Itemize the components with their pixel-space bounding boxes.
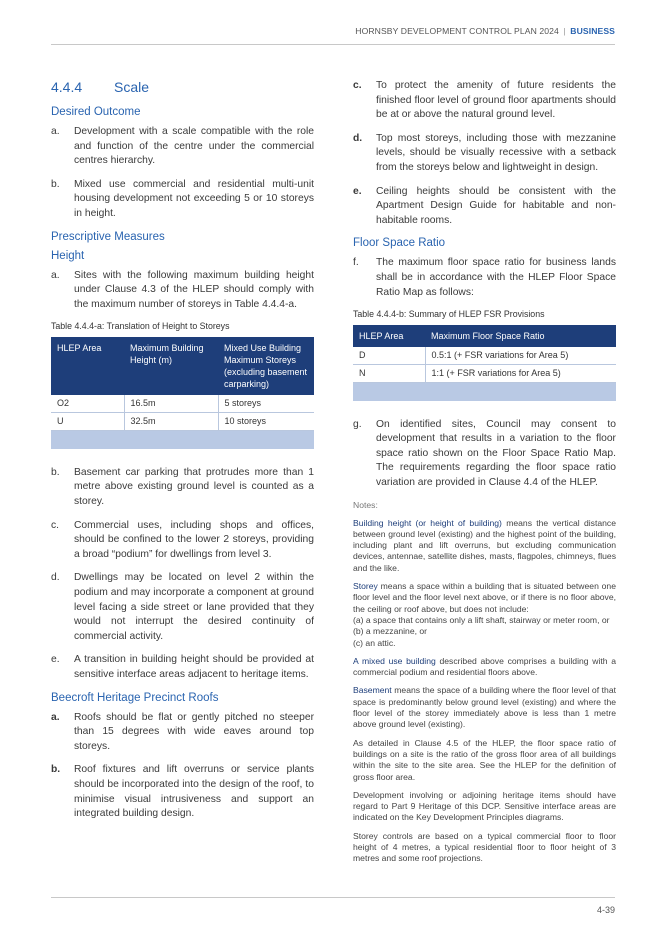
right-column bbox=[353, 79, 616, 872]
note-text: means the vertical distance between ground level (existing) and the highest point of the building, including plant and lift overruns, but excluding communication devices, antennae, satellite dishes, masts, flagpoles, chimneys, flues and the like. bbox=[353, 517, 616, 573]
item-marker: f. bbox=[353, 257, 359, 269]
item-marker: a. bbox=[51, 711, 60, 723]
list-item bbox=[353, 256, 616, 300]
table-footer-band bbox=[51, 431, 314, 449]
item-marker: d. bbox=[353, 132, 363, 144]
list-item bbox=[51, 571, 314, 644]
item-marker: d. bbox=[51, 572, 60, 584]
item-text: Mixed use commercial and residential multi-unit housing development not exceeding 5 or 10 storeys in height. bbox=[74, 178, 314, 219]
note-basement bbox=[353, 685, 616, 730]
table-cell: N bbox=[353, 365, 425, 383]
left-column bbox=[51, 79, 314, 831]
prescriptive-heading: Prescriptive Measures bbox=[51, 230, 165, 243]
note-paragraph: As detailed in Clause 4.5 of the HLEP, the floor space ratio of buildings on a site is the ratio of the gross floor area of all buildings within the site to the site area. See the HLEP for the definition of gross floor area. bbox=[353, 737, 616, 782]
item-marker: a. bbox=[51, 126, 60, 137]
note-building-height bbox=[353, 518, 616, 574]
header-section: BUSINESS bbox=[570, 26, 615, 36]
item-marker: g. bbox=[353, 418, 362, 430]
roofs-heading: Beecroft Heritage Precinct Roofs bbox=[51, 691, 219, 704]
fsr-table bbox=[353, 325, 616, 401]
item-text: On identified sites, Council may consent to development that results in a variation to the floor space ratio shown on the Floor Space Ratio Map. The requirements regarding the floor space ratio variation are provided in Clause 4.4 of the HLEP. bbox=[376, 418, 616, 488]
list-item bbox=[51, 466, 314, 510]
table-cell: O2 bbox=[51, 395, 124, 413]
footer-rule bbox=[51, 897, 615, 898]
table-cell: D bbox=[353, 347, 425, 365]
table-cell: 1:1 (+ FSR variations for Area 5) bbox=[425, 365, 616, 383]
note-list-item: (c) an attic. bbox=[353, 637, 396, 648]
item-marker: c. bbox=[353, 80, 362, 91]
table-row bbox=[353, 365, 616, 383]
running-header bbox=[355, 26, 615, 36]
table-header-cell: Mixed Use Building Maximum Storeys (excluding basement carparking) bbox=[218, 337, 314, 395]
table-cell: 5 storeys bbox=[218, 395, 314, 413]
plan-title: HORNSBY DEVELOPMENT CONTROL PLAN 2024 bbox=[355, 26, 559, 36]
table-header-cell: HLEP Area bbox=[51, 337, 124, 395]
table-header-row bbox=[51, 337, 314, 395]
note-text: described above comprises a building with a commercial podium and residential floors above. bbox=[353, 655, 617, 678]
note-mixed-use bbox=[353, 656, 616, 679]
item-text: Roof fixtures and lift overruns or service plants should be incorporated into the design of the roof, to minimise visual intrusiveness and support an integrated building design. bbox=[74, 764, 314, 820]
item-text: Development with a scale compatible with the role and function of the centre under the commercial centres hierarchy. bbox=[74, 126, 314, 167]
list-item bbox=[353, 132, 616, 176]
item-text: Ceiling heights should be consistent with the Apartment Design Guide for habitable and non-habitable rooms. bbox=[376, 185, 616, 226]
table-cell: U bbox=[51, 413, 124, 431]
section-number: 4.4.4 bbox=[51, 79, 83, 95]
table-header-row bbox=[353, 325, 616, 347]
list-item bbox=[353, 418, 616, 491]
note-term: Storey bbox=[353, 581, 378, 592]
list-item bbox=[353, 79, 616, 123]
list-item bbox=[51, 269, 314, 313]
table-row bbox=[51, 413, 314, 431]
list-item bbox=[353, 185, 616, 229]
note-text: means the space of a building where the floor level of that space is predominantly below ground level (existing) and where the floor level of the storey immediately above is less than 1 metre above ground level (existing). bbox=[353, 685, 616, 730]
item-text: Commercial uses, including shops and offices, should be confined to the lower 2 storeys, providing a broad “podium” for dwellings from level 3. bbox=[74, 519, 314, 560]
item-text: The maximum floor space ratio for business lands shall be in accordance with the HLEP Floor Space Ratio Map as follows: bbox=[376, 257, 616, 298]
item-text: Dwellings may be located on level 2 within the podium and may incorporate a component at ground level facing a side street or lane provided that they would not interrupt the desired continuity of commercial activity. bbox=[74, 572, 314, 642]
table-footer-band bbox=[353, 383, 616, 401]
table-cell: 32.5m bbox=[124, 413, 218, 431]
item-marker: c. bbox=[51, 519, 60, 531]
table-header-cell: HLEP Area bbox=[353, 325, 425, 347]
note-list-item: (a) a space that contains only a lift shaft, stairway or meter room, or bbox=[353, 614, 610, 625]
list-item bbox=[51, 519, 314, 563]
table-row bbox=[353, 347, 616, 365]
note-text: means a space within a building that is situated between one floor level and the floor level next above, or if there is no floor above, the ceiling or roof above, but does not include: bbox=[353, 581, 616, 614]
item-marker: e. bbox=[51, 654, 60, 666]
note-term: A mixed use building bbox=[353, 655, 436, 666]
note-term: Building height (or height of building) bbox=[353, 517, 502, 528]
page-number: 4-39 bbox=[596, 905, 615, 915]
table-header-cell: Maximum Floor Space Ratio bbox=[425, 325, 616, 347]
note-list-item: (b) a mezzanine, or bbox=[353, 626, 428, 637]
note-paragraph: Storey controls are based on a typical commercial floor to floor height of 4 metres, a typical residential floor to floor height of 3 metres and some roof projections. bbox=[353, 830, 616, 864]
item-text: Basement car parking that protrudes more than 1 metre above existing ground level is counted as a storey. bbox=[74, 466, 314, 508]
item-text: To protect the amenity of future residents the finished floor level of ground floor apartments should be at or above the natural ground level. bbox=[376, 80, 616, 121]
header-separator: | bbox=[563, 26, 566, 36]
table-cell: 16.5m bbox=[124, 395, 218, 413]
table-row bbox=[51, 395, 314, 413]
item-marker: b. bbox=[51, 764, 61, 776]
item-marker: a. bbox=[51, 269, 60, 281]
item-text: A transition in building height should be provided at sensitive interface areas adjacent to heritage items. bbox=[74, 654, 314, 680]
list-item bbox=[51, 178, 314, 222]
note-storey bbox=[353, 581, 616, 649]
table-cell: 0.5:1 (+ FSR variations for Area 5) bbox=[425, 347, 616, 365]
desired-outcome-heading: Desired Outcome bbox=[51, 106, 141, 118]
list-item bbox=[51, 125, 314, 169]
header-rule bbox=[51, 44, 615, 45]
item-marker: b. bbox=[51, 178, 60, 190]
item-text: Roofs should be flat or gently pitched no steeper than 15 degrees with wide eaves around top storeys. bbox=[74, 711, 314, 752]
item-text: Top most storeys, including those with mezzanine levels, should be visually recessive with a setback from the storeys below and lightweight in design. bbox=[376, 132, 616, 173]
item-marker: e. bbox=[353, 185, 362, 197]
item-marker: b. bbox=[51, 466, 60, 478]
height-storeys-table bbox=[51, 337, 314, 449]
item-text: Sites with the following maximum building height under Clause 4.3 of the HLEP should comply with the maximum number of storeys in Table 4.4.4-a. bbox=[74, 269, 314, 310]
table-header-cell: Maximum Building Height (m) bbox=[124, 337, 218, 395]
section-heading bbox=[51, 79, 314, 95]
notes-label: Notes: bbox=[353, 499, 378, 510]
note-paragraph: Development involving or adjoining heritage items should have regard to Part 9 Heritage of this DCP. Sensitive interface areas are indicated on the Key Development Principles diagrams. bbox=[353, 789, 616, 823]
fsr-heading: Floor Space Ratio bbox=[353, 237, 446, 250]
height-heading: Height bbox=[51, 249, 85, 262]
table-cell: 10 storeys bbox=[218, 413, 314, 431]
table-caption: Table 4.4.4-b: Summary of HLEP FSR Provisions bbox=[353, 309, 545, 320]
list-item bbox=[51, 653, 314, 682]
section-title: Scale bbox=[114, 79, 150, 95]
table-caption: Table 4.4.4-a: Translation of Height to Storeys bbox=[51, 321, 230, 332]
list-item bbox=[51, 763, 314, 821]
list-item bbox=[51, 711, 314, 755]
note-term: Basement bbox=[353, 685, 392, 696]
